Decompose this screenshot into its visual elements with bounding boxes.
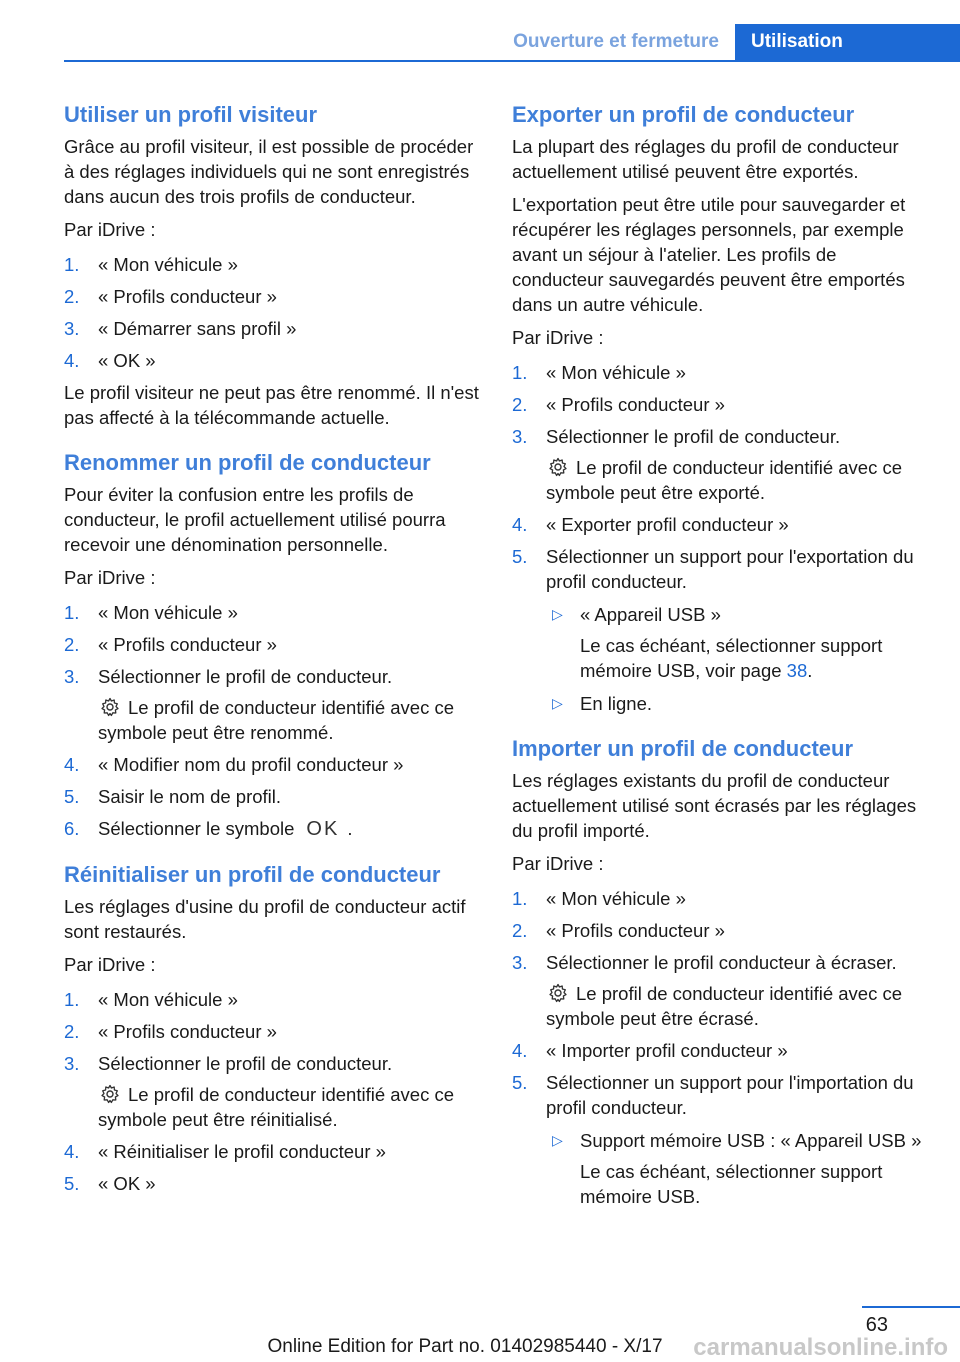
- list-item: [64, 664, 480, 745]
- footer-rule: [862, 1306, 960, 1308]
- step-text: « Réinitialiser le profil conducteur »: [98, 1141, 386, 1162]
- export-idrive: Par iDrive :: [512, 327, 604, 348]
- visitor-steps: [64, 252, 480, 373]
- step-number: 2.: [64, 1021, 80, 1042]
- rename-title: Renommer un profil de conducteur: [64, 450, 431, 475]
- step-number: 4.: [64, 754, 80, 775]
- list-item: [512, 544, 928, 716]
- list-item: [64, 987, 480, 1012]
- step-text: Saisir le nom de profil.: [98, 786, 282, 807]
- list-item: [64, 252, 480, 277]
- list-item: [512, 360, 928, 385]
- step-number: 3.: [64, 666, 80, 687]
- step-number: 1.: [64, 254, 80, 275]
- list-item: [64, 752, 480, 777]
- step-text: « Profils conducteur »: [546, 394, 725, 415]
- chapter-tab: Utilisation: [735, 24, 960, 60]
- gear-icon: [548, 457, 568, 477]
- step-text: « Mon véhicule »: [98, 254, 238, 275]
- import-options: [546, 1128, 928, 1209]
- step-note-text: Le profil de conducteur identifié avec ce symbole peut être réinitialisé.: [98, 1084, 455, 1130]
- reset-steps: [64, 987, 480, 1196]
- export-options: [546, 602, 928, 716]
- step-number: 5.: [64, 786, 80, 807]
- list-item: [512, 392, 928, 417]
- export-text-2: L'exportation peut être utile pour sauvegarder et récupérer les réglages personnels, par exemple avant un séjour à l'atelier. Les profils de conducteur sauvegardés peuvent être emportés dans un autre véhicule.: [512, 194, 906, 315]
- step-note-text: Le profil de conducteur identifié avec ce symbole peut être renommé.: [98, 697, 455, 743]
- page-link[interactable]: 38: [786, 660, 808, 681]
- step-number: 5.: [64, 1173, 80, 1194]
- step-number: 1.: [64, 989, 80, 1010]
- step-text: « Importer profil conducteur »: [546, 1040, 788, 1061]
- step-number: 4.: [64, 350, 80, 371]
- list-item: [546, 1128, 928, 1209]
- step-number: 2.: [64, 634, 80, 655]
- watermark: carmanualsonline.info: [693, 1334, 948, 1361]
- step-number: 5.: [512, 1072, 528, 1093]
- step-end: .: [347, 818, 353, 839]
- list-item: [512, 918, 928, 943]
- gear-icon: [548, 983, 568, 1003]
- reset-title: Réinitialiser un profil de conducteur: [64, 862, 441, 887]
- list-item: [546, 602, 928, 683]
- step-text: « Profils conducteur »: [98, 286, 277, 307]
- export-title: Exporter un profil de conducteur: [512, 102, 855, 127]
- step-text: « Profils conducteur »: [546, 920, 725, 941]
- import-idrive: Par iDrive :: [512, 853, 604, 874]
- option-note-text: Le cas échéant, sélectionner support mémoire USB, voir page: [580, 635, 883, 681]
- reset-idrive: Par iDrive :: [64, 954, 156, 975]
- step-note: [98, 695, 480, 745]
- visitor-idrive: Par iDrive :: [64, 219, 156, 240]
- step-note: [98, 1082, 480, 1132]
- rename-text: Pour éviter la confusion entre les profils de conducteur, le profil actuellement utilisé pourra recevoir une dénomination personnelle.: [64, 484, 446, 555]
- step-text: Sélectionner le profil conducteur à écraser.: [546, 952, 897, 973]
- triangle-bullet-icon: ▷: [552, 606, 563, 622]
- step-text: Sélectionner un support pour l'exportation du profil conducteur.: [546, 546, 914, 592]
- list-item: [64, 284, 480, 309]
- export-steps: [512, 360, 928, 716]
- step-text: « Mon véhicule »: [546, 888, 686, 909]
- page-number: 63: [865, 1314, 888, 1336]
- triangle-bullet-icon: ▷: [552, 695, 563, 711]
- visitor-text: Grâce au profil visiteur, il est possible de procéder à des réglages individuels qui ne sont enregistrés dans aucun des trois profils de conducteur.: [64, 136, 474, 207]
- step-number: 3.: [64, 318, 80, 339]
- list-item: [512, 512, 928, 537]
- visitor-note: Le profil visiteur ne peut pas être renommé. Il n'est pas affecté à la télécommande actuelle.: [64, 382, 479, 428]
- step-text: Sélectionner le symbole: [98, 818, 295, 839]
- step-number: 4.: [64, 1141, 80, 1162]
- option-text: Support mémoire USB : « Appareil USB »: [580, 1130, 922, 1151]
- step-number: 4.: [512, 1040, 528, 1061]
- ok-symbol-icon: OK: [306, 818, 340, 840]
- step-number: 4.: [512, 514, 528, 535]
- step-note: [546, 981, 928, 1031]
- step-number: 1.: [512, 888, 528, 909]
- step-number: 3.: [64, 1053, 80, 1074]
- list-item: [64, 1019, 480, 1044]
- list-item: [512, 1070, 928, 1209]
- step-text: « Mon véhicule »: [98, 602, 238, 623]
- list-item: [512, 424, 928, 505]
- step-number: 1.: [512, 362, 528, 383]
- page-header: [0, 0, 960, 62]
- step-note: [546, 455, 928, 505]
- rename-steps: [64, 600, 480, 842]
- option-note: [580, 1159, 928, 1209]
- step-number: 1.: [64, 602, 80, 623]
- step-number: 6.: [64, 818, 80, 839]
- list-item: [512, 950, 928, 1031]
- list-item: [512, 1038, 928, 1063]
- step-number: 3.: [512, 426, 528, 447]
- step-text: Sélectionner le profil de conducteur.: [546, 426, 841, 447]
- list-item: [512, 886, 928, 911]
- step-text: « Mon véhicule »: [546, 362, 686, 383]
- reset-text: Les réglages d'usine du profil de conducteur actif sont restaurés.: [64, 896, 466, 942]
- step-number: 2.: [64, 286, 80, 307]
- option-text: « Appareil USB »: [580, 604, 721, 625]
- step-number: 2.: [512, 394, 528, 415]
- step-text: « OK »: [98, 1173, 156, 1194]
- left-column: [64, 100, 480, 1203]
- edition-line: Online Edition for Part no. 01402985440 - X/17: [267, 1336, 663, 1357]
- gear-icon: [100, 1084, 120, 1104]
- list-item: [546, 691, 928, 716]
- step-text: « Exporter profil conducteur »: [546, 514, 789, 535]
- import-steps: [512, 886, 928, 1209]
- step-text: « Profils conducteur »: [98, 634, 277, 655]
- section-tab: Ouverture et fermeture: [513, 31, 719, 52]
- step-note-text: Le profil de conducteur identifié avec ce symbole peut être exporté.: [546, 457, 903, 503]
- step-text: « Démarrer sans profil »: [98, 318, 297, 339]
- gear-icon: [100, 697, 120, 717]
- list-item: [64, 600, 480, 625]
- step-text: « OK »: [98, 350, 156, 371]
- option-note-text: Le cas échéant, sélectionner support mémoire USB.: [580, 1161, 883, 1207]
- import-text: Les réglages existants du profil de conducteur actuellement utilisé sont écrasés par les réglages du profil importé.: [512, 770, 917, 841]
- list-item: [64, 348, 480, 373]
- step-number: 3.: [512, 952, 528, 973]
- step-text: « Profils conducteur »: [98, 1021, 277, 1042]
- rename-idrive: Par iDrive :: [64, 567, 156, 588]
- step-text: Sélectionner le profil de conducteur.: [98, 1053, 393, 1074]
- list-item: [64, 1171, 480, 1196]
- step-text: Sélectionner le profil de conducteur.: [98, 666, 393, 687]
- list-item: [64, 632, 480, 657]
- step-note-text: Le profil de conducteur identifié avec ce symbole peut être écrasé.: [546, 983, 903, 1029]
- export-text-1: La plupart des réglages du profil de conducteur actuellement utilisé peuvent être exportés.: [512, 136, 899, 182]
- step-text: Sélectionner un support pour l'importation du profil conducteur.: [546, 1072, 914, 1118]
- step-text: « Mon véhicule »: [98, 989, 238, 1010]
- triangle-bullet-icon: ▷: [552, 1132, 563, 1148]
- list-item: [64, 784, 480, 809]
- header-rule: [64, 60, 960, 62]
- right-column: [512, 100, 928, 1217]
- option-note-end: .: [807, 660, 813, 681]
- step-text: « Modifier nom du profil conducteur »: [98, 754, 404, 775]
- list-item: [64, 316, 480, 341]
- step-number: 2.: [512, 920, 528, 941]
- list-item: [64, 816, 480, 842]
- option-note: [580, 633, 928, 683]
- option-text: En ligne.: [580, 693, 652, 714]
- visitor-title: Utiliser un profil visiteur: [64, 102, 318, 127]
- import-title: Importer un profil de conducteur: [512, 736, 854, 761]
- list-item: [64, 1051, 480, 1132]
- list-item: [64, 1139, 480, 1164]
- step-number: 5.: [512, 546, 528, 567]
